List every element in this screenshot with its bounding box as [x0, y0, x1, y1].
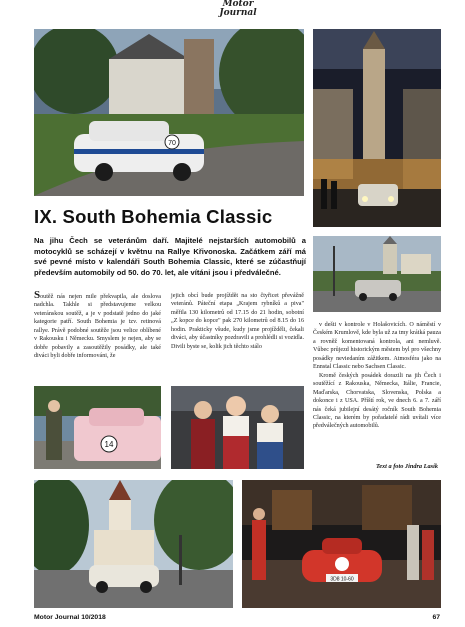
article-credit: Text a foto Jindra Lasík — [375, 463, 438, 470]
article-lead: Na jihu Čech se veteránům daří. Majitelé nejstarších automobilů a motocyklů se scházejí v květnu na Rallye Křivonoska. Začátkem září má své pevné místo v kalendáři South Bohemia Classic, které se zúčastňují především automobily od 50. do 70. let, ale vítáni jsou i předválečné. — [34, 236, 306, 277]
footer-issue: Motor Journal 10/2018 — [34, 614, 106, 621]
article-title: IX. South Bohemia Classic — [34, 206, 273, 227]
photo-car-castle — [313, 236, 441, 312]
article-column-1 — [34, 289, 161, 361]
photo-night-town — [313, 29, 441, 227]
photo-women-dirndl — [171, 386, 304, 469]
photo-red-porsche-night — [242, 480, 441, 608]
logo-line-2: Journal — [219, 8, 257, 18]
car-number-14: 14 — [104, 440, 114, 449]
page-number: 67 — [432, 614, 440, 621]
magazine-logo — [206, 0, 270, 22]
photo-mg-church — [34, 480, 233, 608]
photo-ford-capri-church — [34, 29, 304, 196]
logo-line-1: Motor — [222, 0, 254, 9]
dropcap: S — [34, 289, 41, 301]
car-plate: 3D8 10-60 — [330, 576, 354, 583]
article-column-2: jejich obcí bude projíždět na sto čtyřicet převážně veteránů. Páteční etapa „Krajem rybníků a piva" měřila 130 kilometrů od 17.15 do 21 hodin, sobotní „Z kopce do kopce" pak 270 kilometrů od 8.15 do 16 hodin. Prakticky všude, kudy jsme projížděli, čekali diváci, aby účastníky pozdravili a prohlédli si vozidla. Divili byste se, kolik jich těchto stálo — [171, 293, 304, 350]
photo-marshal-car-14 — [34, 386, 161, 469]
article-column-3 — [313, 321, 441, 431]
column-3-para-2: Kromě českých posádek dorazili na jih Čech i soutěžící z Rakouska, Německa, Itálie, Francie, Maďarska, Chorvatska, Slovenska, Polska a dokonce i z USA. Příští rok, ve dnech 6. a 7. září nás čeká jubilejní desátý ročník South Bohemia Classic, na kterém by pořadatelé rádi uvítali více předválečných automobilů. — [313, 372, 441, 430]
column-1-text: outěž nás nejen mile překvapila, ale doslova nadchla. Takhle si představujeme velkou veteránskou soutěž, a je v podstatě jedno do jaké kategorie patří. South Bohemia je tzv. retinová rallye. Právě podobné soutěže jsou velice oblíbené v Rakousku i Německu. Smyslem je nejen, aby se dobře pobavily a zasoutěžily posádky, ale také diváci byli dobře informováni, že — [34, 294, 161, 360]
column-3-para-1: v dešti v kontrole v Holašovicích. O náměstí v Českém Krumlově, kde byla už za tmy krátká pauza a rovněž komentovaná kontrola, ani nemluvě. Vůbec průjezd historickým městem byl pro všechny posádky neviedaním zážitkem. Atmosféra jako na Ennstal Classic nebo Sachsen Classic. — [313, 322, 441, 371]
car-number-70: 70 — [168, 140, 176, 147]
